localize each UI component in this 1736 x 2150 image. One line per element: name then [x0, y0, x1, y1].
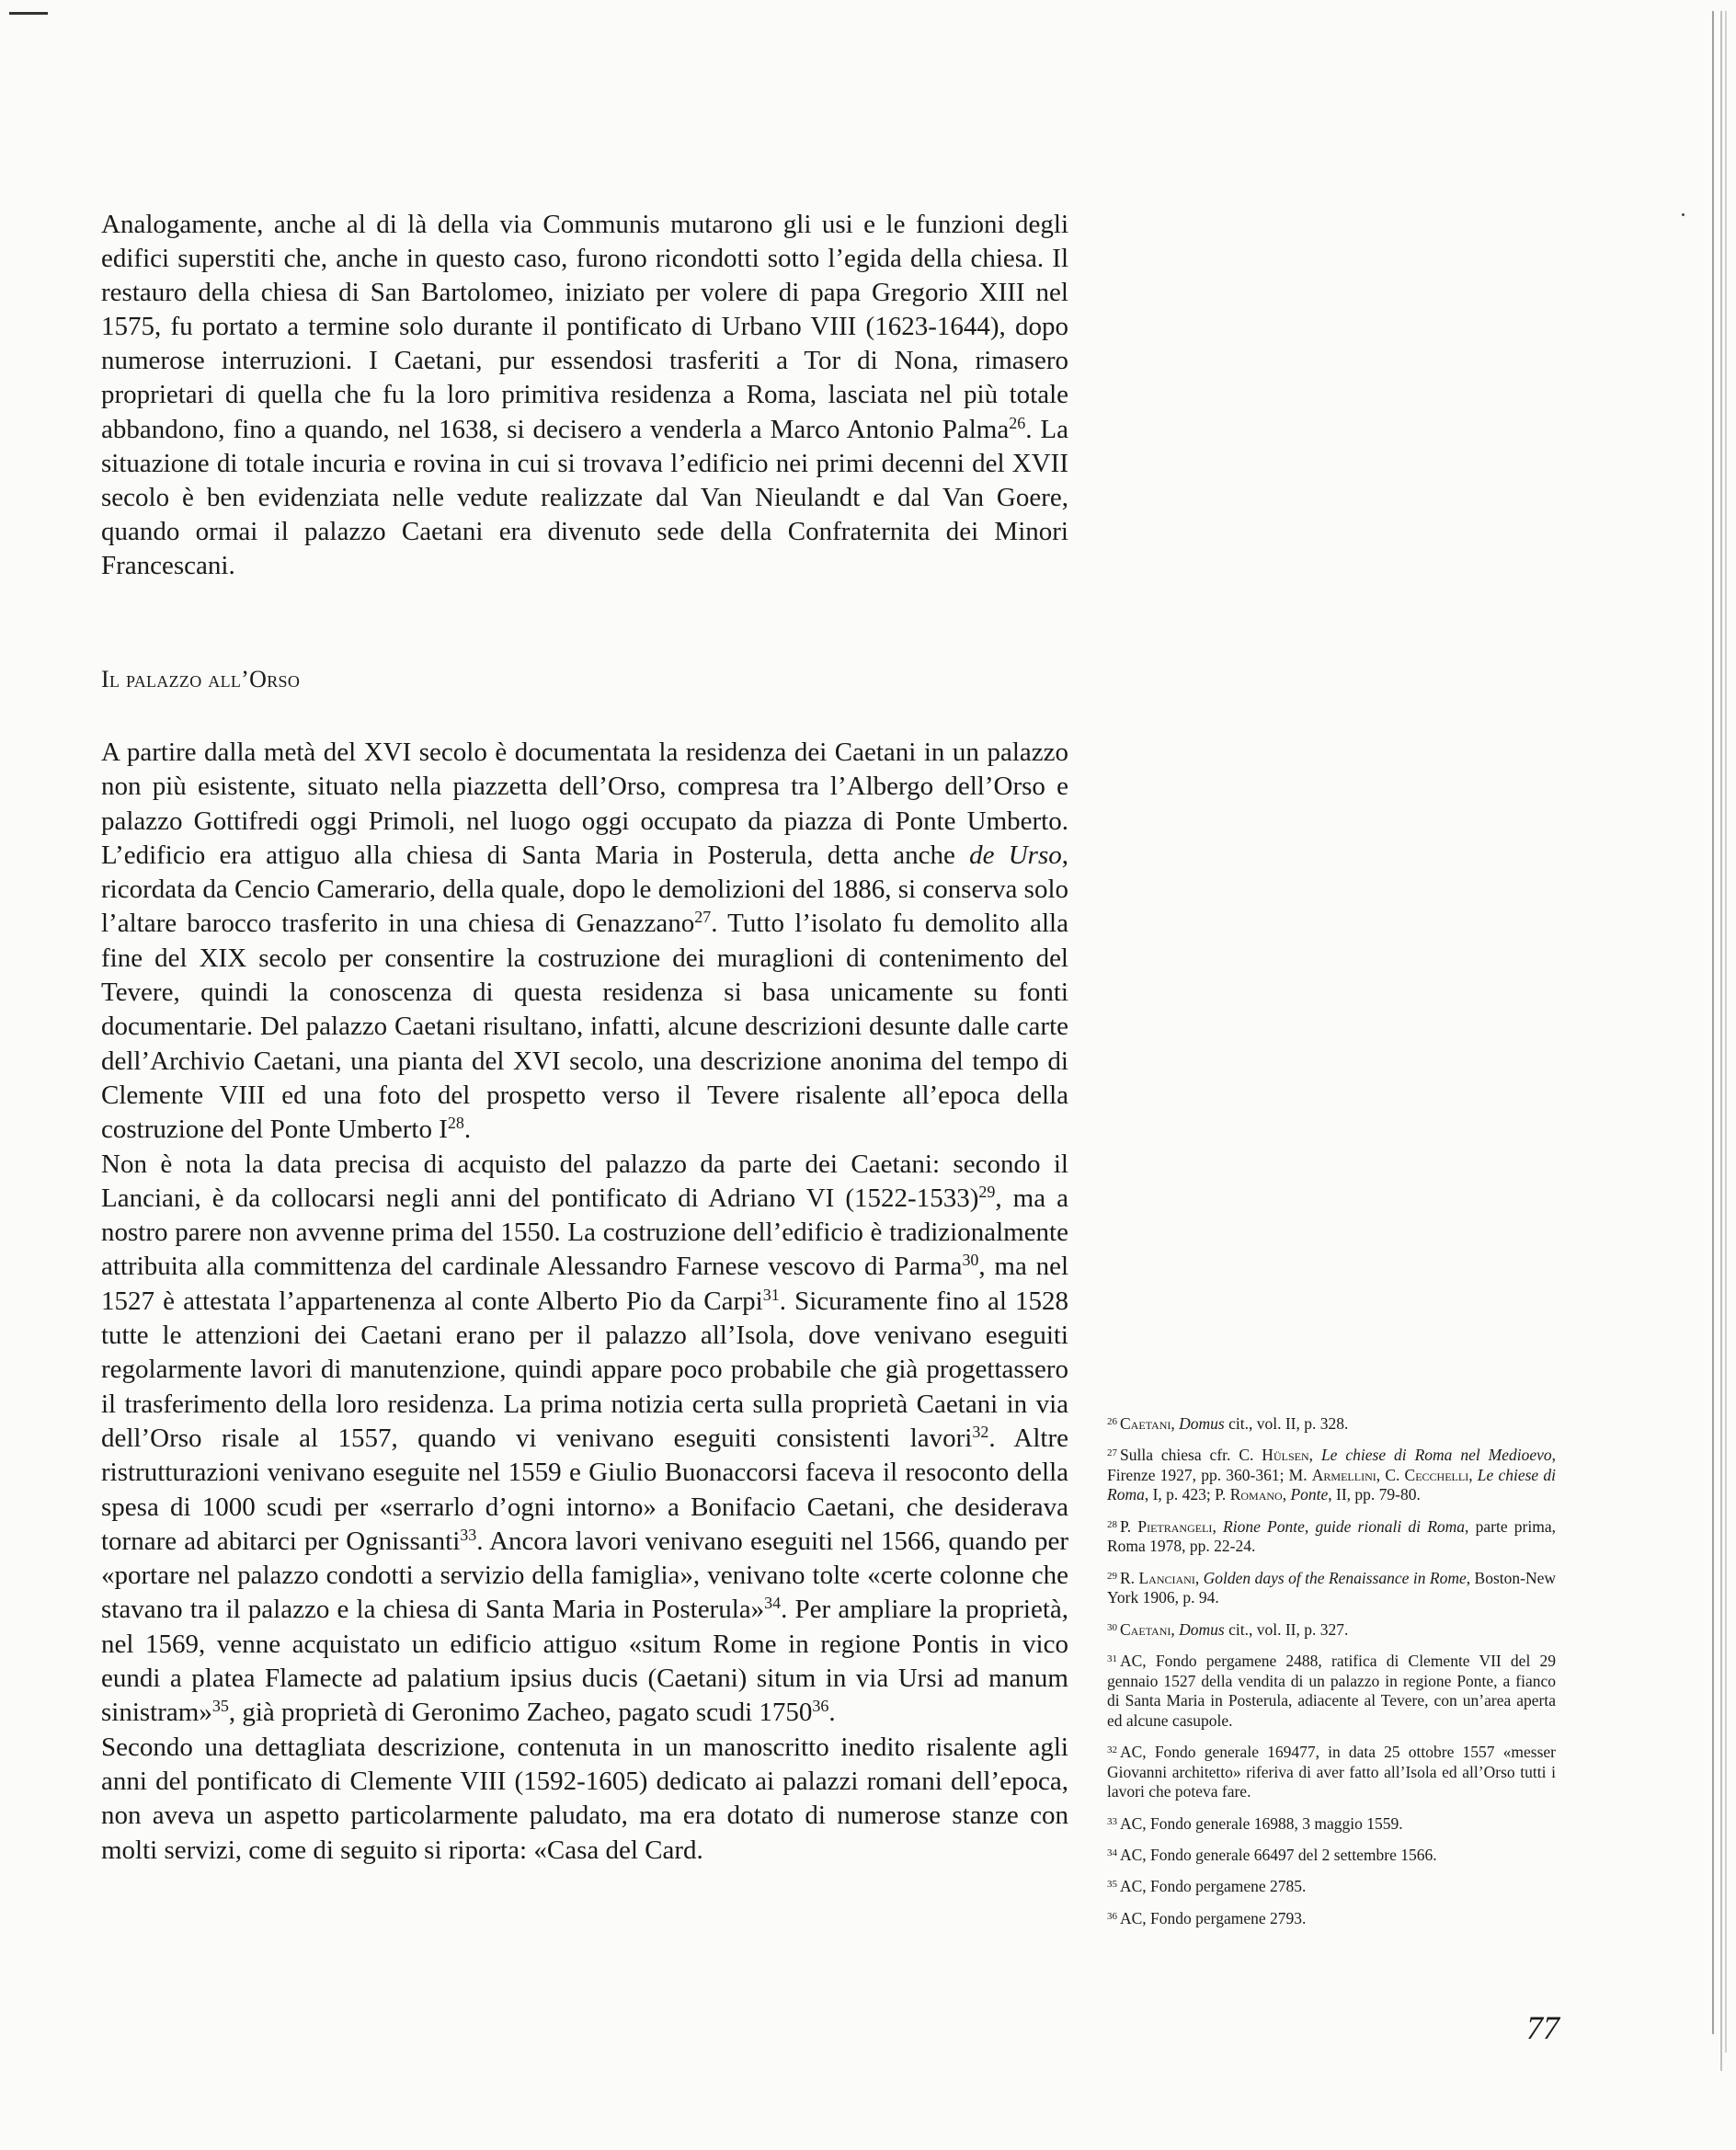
body-text: . Altre ristrutturazioni venivano eseguite nel 1559 e Giulio Buonaccorsi faceva il resoconto della spesa di 1000 scudi per «serrarlo d’ogni intorno» a Bonifacio Caetani, che desiderava tornare ad abitarci per Ognissanti — [101, 1423, 1068, 1556]
footnote-27 — [1107, 1444, 1556, 1504]
footnote-author: Armellini — [1311, 1465, 1376, 1484]
footnote-title: Domus — [1179, 1619, 1225, 1639]
section-heading: Il palazzo all’Orso — [101, 666, 301, 692]
footnote-author: Pietrangeli — [1137, 1516, 1213, 1536]
footnote-title: Golden days of the Renaissance in Rome — [1203, 1568, 1467, 1587]
body-text: . Sicuramente fino al 1528 tutte le attenzioni dei Caetani erano per il palazzo all’Isola, dove venivano eseguiti regolarmente lavori di manutenzione, quindi appare poco probabile che già progettassero il trasferimento della loro residenza. La prima notizia certa sulla proprietà Caetani in via dell’Orso risale al 1557, quando vi venivano eseguiti consistenti lavori — [101, 1286, 1069, 1453]
footnote-author: Romano — [1229, 1485, 1283, 1504]
body-paragraph-3: Secondo una dettagliata descrizione, contenuta in un manoscritto inedito risalente agli anni del pontificato di Clemente VIII (1592-1605) dedicato ai palazzi romani dell’epoca, non aveva un aspetto particolarmente paludato, ma era dotato di numerose stanze con molti servizi, come di seguito si riporta: «Casa del Card. — [101, 1732, 1068, 1865]
footnote-36 — [1107, 1907, 1556, 1928]
section-body — [101, 736, 1068, 1868]
footnote-text: AC, Fondo pergamene 2793. — [1120, 1908, 1307, 1927]
footnote-33 — [1107, 1813, 1556, 1834]
scan-edge-line — [1725, 11, 1727, 2053]
footnote-text: , — [1171, 1619, 1180, 1639]
footnote-32 — [1107, 1741, 1556, 1801]
body-text: Non è nota la data precisa di acquisto del palazzo da parte dei Caetani: secondo il Lanciani, è da collocarsi negli anni del pontificato di Adriano VI (1522-1533) — [101, 1149, 1068, 1213]
footnote-text: , — [1212, 1516, 1224, 1536]
body-text: . Per ampliare la proprietà, nel 1569, venne acquistato un edificio attiguo «situm Rome in regione Pontis in vico eundi a platea Flamecte ad palatium ipsius ducis (Caetani) situm in via Ursi ad manum sinistram» — [101, 1595, 1068, 1728]
scan-speck — [1682, 213, 1685, 216]
footnote-number: 31 — [1107, 1653, 1117, 1665]
footnote-title: Le chiese di Roma — [1107, 1465, 1556, 1504]
footnote-text: , — [1194, 1568, 1204, 1587]
footnote-ref[interactable]: 32 — [972, 1423, 989, 1442]
footnote-title: Domus — [1179, 1413, 1225, 1433]
intro-column — [101, 208, 1068, 583]
body-text: , già proprietà di Geronimo Zacheo, pagato scudi 1750 — [228, 1698, 813, 1728]
footnote-author: Caetani — [1120, 1413, 1171, 1433]
scan-edge-line — [1720, 11, 1722, 2071]
footnote-text: , — [1468, 1465, 1478, 1484]
body-paragraph-1 — [101, 736, 1068, 1148]
footnote-26 — [1107, 1412, 1556, 1434]
intro-text: . La situazione di totale incuria e rovina in cui si trovava l’edificio nei primi decenni del XVII secolo è ben evidenziata nelle vedute realizzate dal Van Nieulandt e dal Van Goere, quando ormai il palazzo Caetani era divenuto sede della Confraternita dei Minori Francescani. — [101, 414, 1068, 580]
page-number: 77 — [1526, 2009, 1559, 2046]
footnote-ref[interactable]: 31 — [762, 1285, 780, 1304]
footnote-text: , Firenze 1927, pp. 360-361; M. — [1107, 1446, 1557, 1484]
footnote-text: , — [1171, 1413, 1180, 1433]
footnote-ref[interactable]: 27 — [694, 908, 712, 927]
footnote-ref[interactable]: 29 — [978, 1182, 996, 1201]
footnote-text: AC, Fondo generale 16988, 3 maggio 1559. — [1120, 1813, 1403, 1833]
body-text: . Tutto l’isolato fu demolito alla fine del XIX secolo per consentire la costruzione dei muraglioni di contenimento del Tevere, quindi la conoscenza di questa residenza si basa unicamente su fonti documentarie. Del palazzo Caetani risultano, infatti, alcune descrizioni desunte dalle carte dell’Archivio Caetani, una pianta del XVI secolo, una descrizione anonima del tempo di Clemente VIII ed una foto del prospetto verso il Tevere risalente all’epoca della costruzione del Ponte Umberto I — [101, 909, 1068, 1145]
footnote-ref[interactable]: 36 — [812, 1697, 829, 1716]
footnote-number: 30 — [1107, 1621, 1117, 1633]
body-text: , ma nel 1527 è attestata l’appartenenza al conte Alberto Pio da Carpi — [101, 1252, 1069, 1316]
footnote-ref[interactable]: 26 — [1009, 413, 1026, 432]
intro-text: Analogamente, anche al di là della via Communis mutarono gli usi e le funzioni degli edifici superstiti che, anche in questo caso, furono ricondotti sotto l’egida della chiesa. Il restauro della chiesa di San Bartolomeo, iniziato per volere di papa Gregorio XIII nel 1575, fu portato a termine solo durante il pontificato di Urbano VIII (1623-1644), dopo numerose interruzioni. I Caetani, pur essendosi trasferiti a Tor di Nona, rimasero proprietari di quella che fu la loro primitiva residenza a Roma, lasciata nel più totale abbandono, fino a quando, nel 1638, si decisero a venderla a Marco Antonio Palma — [101, 210, 1068, 444]
footnote-31 — [1107, 1650, 1556, 1731]
footnote-ref[interactable]: 28 — [447, 1114, 464, 1133]
footnote-number: 27 — [1107, 1447, 1117, 1459]
footnote-title: Rione Ponte, guide rionali di Roma — [1223, 1516, 1466, 1536]
footnote-text: , — [1376, 1465, 1386, 1484]
footnote-29 — [1107, 1567, 1556, 1608]
footnote-ref[interactable]: 33 — [460, 1525, 477, 1544]
body-italic: de Urso — [969, 840, 1062, 870]
footnote-text: AC, Fondo pergamene 2488, ratifica di Clemente VII del 29 gennaio 1527 della vendita di un palazzo in regione Ponte, a fianco di Santa Maria in Posterula, adiacente al Tevere, con un’area aperta ed alcune casupole. — [1107, 1652, 1556, 1730]
footnote-text: , — [1308, 1446, 1321, 1465]
footnote-text: Sulla chiesa cfr. — [1120, 1446, 1239, 1465]
footnote-text: AC, Fondo generale 66497 del 2 settembre 1566. — [1120, 1845, 1437, 1864]
footnote-text: AC, Fondo generale 169477, in data 25 ottobre 1557 «messer Giovanni architetto» riferiva di aver fatto all’Isola ed all’Orso tutti i lavori che poteva fare. — [1107, 1743, 1556, 1801]
footnote-text: , — [1282, 1485, 1291, 1504]
footnote-28 — [1107, 1515, 1556, 1557]
footnote-number: 34 — [1107, 1847, 1117, 1858]
footnote-35 — [1107, 1875, 1556, 1896]
footnote-title: Le chiese di Roma nel Medioevo — [1320, 1446, 1552, 1465]
footnote-number: 28 — [1107, 1518, 1117, 1530]
footnote-text: cit., vol. II, p. 328. — [1224, 1413, 1349, 1433]
body-paragraph-2 — [101, 1148, 1068, 1731]
footnote-30 — [1107, 1618, 1556, 1640]
footnote-text: , Boston-New York 1906, p. 94. — [1107, 1568, 1557, 1607]
body-text: . — [463, 1115, 472, 1145]
footnote-text: cit., vol. II, p. 327. — [1224, 1619, 1349, 1639]
intro-paragraph — [101, 208, 1068, 583]
scan-edge-line — [1712, 11, 1714, 2034]
footnote-text: P. — [1120, 1516, 1138, 1536]
footnote-number: 36 — [1107, 1910, 1117, 1922]
footnote-text: , parte prima, Roma 1978, pp. 22-24. — [1107, 1516, 1557, 1556]
body-text: . — [828, 1698, 836, 1728]
footnote-number: 33 — [1107, 1815, 1117, 1827]
footnote-number: 32 — [1107, 1744, 1117, 1756]
footnote-author: C. Cecchelli — [1385, 1465, 1469, 1484]
body-text: A partire dalla metà del XVI secolo è documentata la residenza dei Caetani in un palazzo non più esistente, situato nella piazzetta dell’Orso, compresa tra l’Albergo dell’Orso e palazzo Gottifredi oggi Primoli, nel luogo oggi occupato da piazza di Ponte Umberto. L’edificio era attiguo alla chiesa di Santa Maria in Posterula, detta anche — [101, 738, 1068, 870]
footnote-number: 29 — [1107, 1570, 1117, 1582]
footnote-number: 35 — [1107, 1879, 1117, 1891]
footnote-text: , II, pp. 79-80. — [1328, 1485, 1421, 1504]
footnote-ref[interactable]: 30 — [962, 1251, 979, 1270]
footnote-author: Caetani — [1120, 1619, 1171, 1639]
footnote-ref[interactable]: 35 — [211, 1697, 229, 1716]
footnote-text: R. — [1120, 1568, 1139, 1587]
scan-corner-mark — [9, 12, 48, 15]
footnotes-column — [1107, 1412, 1556, 1938]
body-text: . Ancora lavori venivano eseguiti nel 1566, quando per «portare nel palazzo condotti a servizio della famiglia», venivano tolte «certe colonne che stavano tra il palazzo e la chiesa di Santa Maria in Posterula» — [101, 1526, 1068, 1625]
body-text: , ricordata da Cencio Camerario, della quale, dopo le demolizioni del 1886, si conserva solo l’altare barocco trasferito in una chiesa di Genazzano — [101, 840, 1068, 939]
footnote-34 — [1107, 1844, 1556, 1865]
footnote-author: Lanciani — [1138, 1568, 1195, 1587]
footnote-title: Ponte — [1290, 1485, 1329, 1504]
footnote-ref[interactable]: 34 — [764, 1594, 782, 1613]
footnote-author: C. Hülsen — [1239, 1446, 1309, 1465]
body-text: , ma a nostro parere non avvenne prima del 1550. La costruzione dell’edificio è tradizionalmente attribuita alla committenza del cardinale Alessandro Farnese vescovo di Parma — [101, 1183, 1069, 1282]
footnote-text: , I, p. 423; P. — [1144, 1485, 1230, 1504]
footnote-text: AC, Fondo pergamene 2785. — [1120, 1877, 1307, 1896]
footnote-number: 26 — [1107, 1416, 1117, 1427]
